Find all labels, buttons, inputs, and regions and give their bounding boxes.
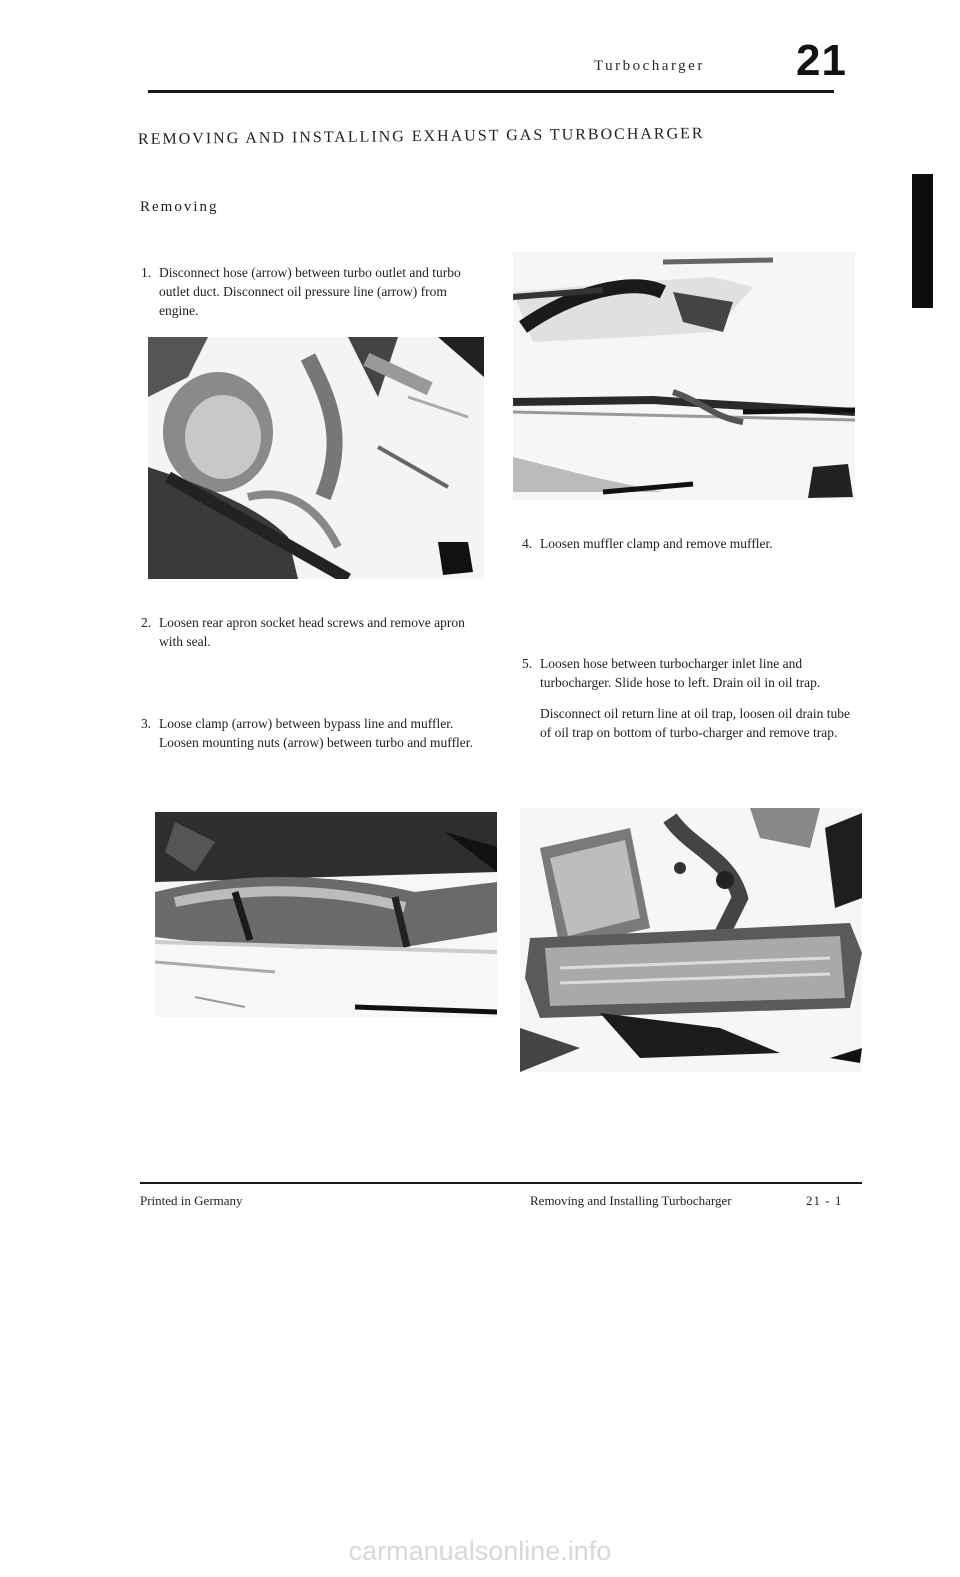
turbo-outlet-hose-photo: [148, 337, 484, 579]
step-text: Loosen muffler clamp and remove muffler.: [540, 536, 773, 551]
footer-chapter-title: Removing and Installing Turbocharger: [530, 1193, 732, 1208]
page-title: REMOVING AND INSTALLING EXHAUST GAS TURBOCHARGER: [137, 125, 705, 148]
step-number: 2.: [141, 615, 152, 630]
section-subtitle: Removing: [140, 199, 219, 215]
footer-printed-in: Printed in Germany: [140, 1193, 243, 1208]
step-text: Disconnect hose (arrow) between turbo outlet and turbo outlet duct. Disconnect oil pressure line (arrow) from engine.: [159, 265, 461, 318]
header-rule: [148, 90, 834, 93]
step-1: [141, 263, 481, 320]
bypass-line-clamp-photo: [155, 812, 497, 1017]
section-tab-marker: [912, 174, 933, 308]
running-header-title: Turbocharger: [594, 58, 705, 74]
step-text: Loosen rear apron socket head screws and remove apron with seal.: [159, 615, 465, 649]
step-4: [522, 534, 862, 553]
step-5: [522, 654, 852, 742]
step-2: [141, 613, 471, 651]
step-text: Loosen hose between turbocharger inlet line and turbocharger. Slide hose to left. Drain oil in oil trap.: [540, 656, 821, 690]
site-watermark: carmanualsonline.info: [348, 1536, 612, 1566]
step-text: Disconnect oil return line at oil trap, loosen oil drain tube of oil trap on bottom of turbo-charger and remove trap.: [540, 706, 851, 740]
step-number: 3.: [141, 716, 152, 731]
section-number: 21: [796, 36, 847, 85]
footer-page-number: 21 - 1: [806, 1193, 843, 1208]
step-text: Loose clamp (arrow) between bypass line and muffler. Loosen mounting nuts (arrow) between turbo and muffler.: [159, 716, 473, 750]
step-3: [141, 714, 481, 752]
footer-rule: [140, 1182, 862, 1184]
step-number: 5.: [522, 656, 533, 671]
oil-trap-photo: [520, 808, 862, 1072]
step-number: 4.: [522, 536, 533, 551]
muffler-clamp-photo: [513, 252, 855, 500]
step-number: 1.: [141, 265, 152, 280]
